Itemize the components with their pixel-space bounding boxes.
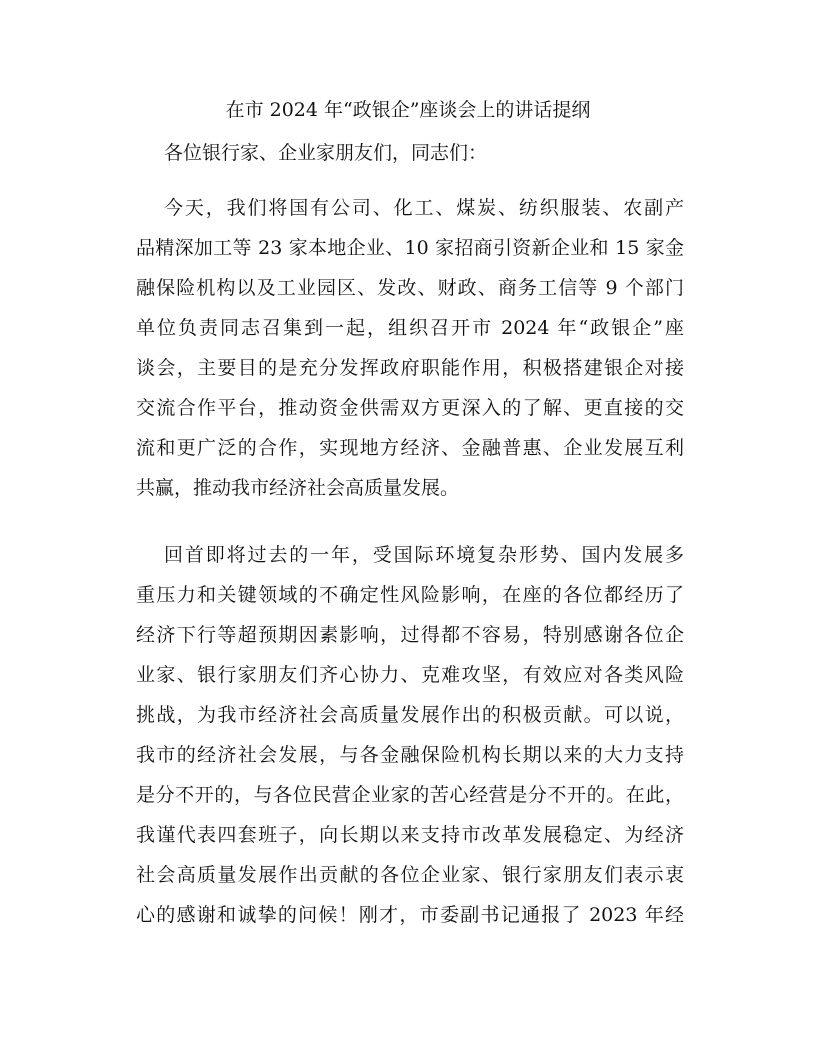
paragraph-line: 融保险机构以及工业园区、发改、财政、商务工信等 9 个部门 xyxy=(136,277,684,299)
paragraph-line: 心的感谢和诚挚的问候！刚才，市委副书记通报了 2023 年经 xyxy=(136,904,684,926)
paragraph-line: 重压力和关键领域的不确定性风险影响，在座的各位都经历了 xyxy=(136,584,684,606)
paragraph-line: 单位负责同志召集到一起，组织召开市 2024 年“政银企”座 xyxy=(136,317,684,339)
paragraph-line: 谈会，主要目的是充分发挥政府职能作用，积极搭建银企对接 xyxy=(136,357,684,379)
paragraph-line: 业家、银行家朋友们齐心协力、克难攻坚，有效应对各类风险 xyxy=(136,664,684,686)
salutation-line: 各位银行家、企业家朋友们，同志们： xyxy=(164,142,488,164)
paragraph-line: 我市的经济社会发展，与各金融保险机构长期以来的大力支持 xyxy=(136,744,684,766)
paragraph-line: 经济下行等超预期因素影响，过得都不容易，特别感谢各位企 xyxy=(136,624,684,646)
paragraph-line: 挑战，为我市经济社会高质量发展作出的积极贡献。可以说， xyxy=(136,704,684,726)
document-title: 在市 2024 年“政银企”座谈会上的讲话提纲 xyxy=(225,99,591,121)
paragraph-line: 流和更广泛的合作，实现地方经济、金融普惠、企业发展互利 xyxy=(136,437,684,459)
paragraph-line: 交流合作平台，推动资金供需双方更深入的了解、更直接的交 xyxy=(136,397,684,419)
paragraph-line: 我谨代表四套班子，向长期以来支持市改革发展稳定、为经济 xyxy=(136,824,684,846)
paragraph-line: 社会高质量发展作出贡献的各位企业家、银行家朋友们表示衷 xyxy=(136,864,684,886)
paragraph-line: 共赢，推动我市经济社会高质量发展。 xyxy=(136,477,460,499)
salutation-paragraph xyxy=(136,133,684,173)
paragraph-line: 是分不开的，与各位民营企业家的苦心经营是分不开的。在此， xyxy=(136,784,684,806)
paragraph-2 xyxy=(136,535,684,935)
paragraph-line: 品精深加工等 23 家本地企业、10 家招商引资新企业和 15 家金 xyxy=(136,237,684,259)
paragraph-line: 今天，我们将国有公司、化工、煤炭、纺织服装、农副产 xyxy=(164,197,684,219)
paragraph-line: 回首即将过去的一年，受国际环境复杂形势、国内发展多 xyxy=(164,544,684,566)
paragraph-1 xyxy=(136,188,684,508)
